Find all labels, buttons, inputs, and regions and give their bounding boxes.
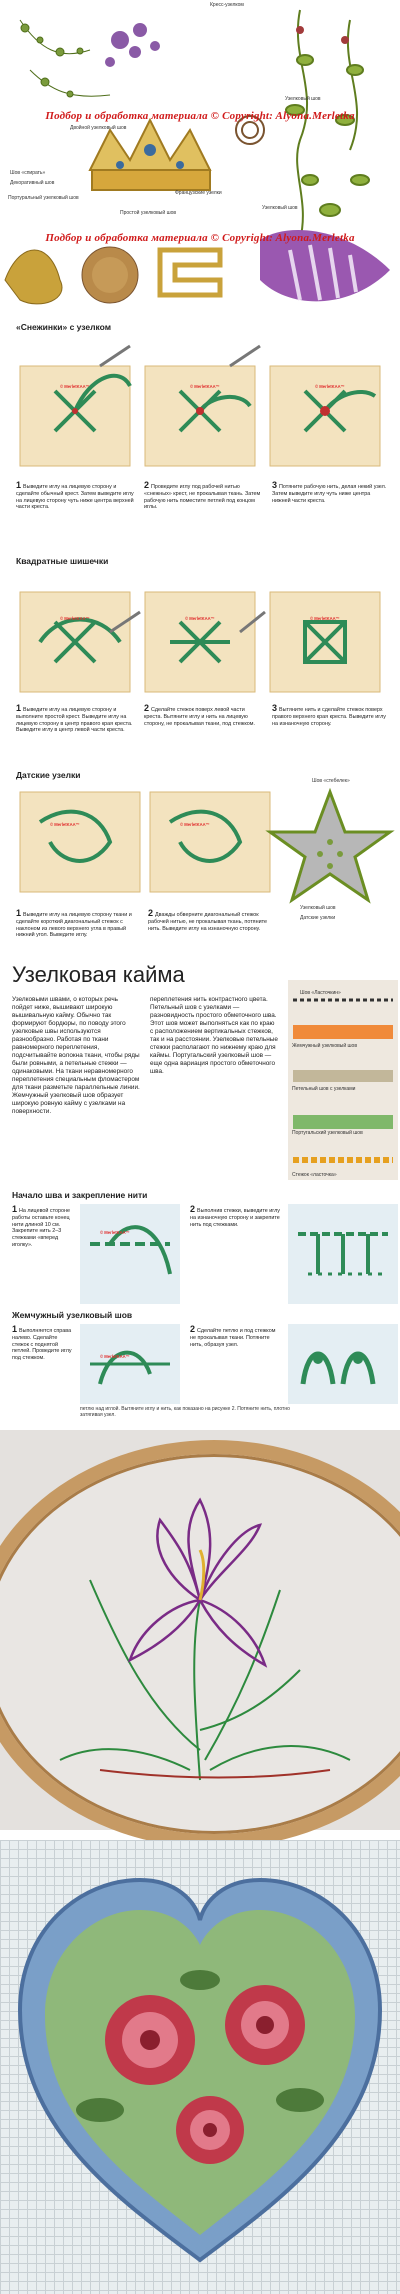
step-number: 1 [16,908,22,918]
label-portugal: Портуральный узелковый шов [8,195,79,201]
pearl-diagram-2 [288,1324,398,1404]
square-title: Квадратные шишечки [16,556,109,566]
start-copy: © MerletKAA™ [100,1230,130,1235]
danish-side-1: Шов «стебелек» [312,778,350,784]
snowflake-copy-1: © MerletKAA™ [60,384,90,389]
step-text: Дважды обверните диагональный стежок рабочей нитью, не прокалывая ткань, потяните нить. Выведите иглу на изнаночную сторону. [148,912,267,932]
label-simple-knot: Простой узелковый шов [120,210,177,216]
step-number: 2 [144,480,150,490]
square-step-2 [144,705,262,727]
start-section [0,1190,400,1310]
square-copy-1: © MerletKAA™ [60,616,90,621]
step-text: Выполняется справа налево. Сделайте стежок с поднятой петлей. Проведите иглу под стежком. [12,1328,72,1362]
step-text: Сделайте стежок поверх левой части креста. Вытяните иглу и нить на лицевую сторону, не прокалывая ткани, под стежком. [144,707,255,727]
top-collage [0,0,400,320]
square-section [0,550,400,770]
start-diagram-1 [80,1204,180,1304]
step-text: Выполнив стежки, выведите иглу на изнаночную сторону и закрепите нить под стежками. [190,1208,280,1228]
step-number: 1 [12,1204,18,1214]
snowflake-section [0,322,400,550]
iris-embroidery [0,1430,400,1830]
danish-side-3: Датские узелки [300,915,336,921]
pearl-section [0,1310,400,1420]
label-french: Французские узелки [175,190,222,196]
pearl-note: петлю над иглой. Вытяните иглу и нить, как показано на рисунке 2. Потяните нить, плотно затягивая узел. [80,1406,290,1418]
label-decorative: Декоративный шов [10,180,55,186]
snowflake-step-2 [144,482,262,511]
start-diagram-2 [288,1204,398,1304]
step-number: 2 [190,1204,196,1214]
danish-section [0,770,400,960]
label-spiral: Шов «спирать» [10,170,46,176]
border-col-1: Узелковыми швами, о которых речь пойдет ниже, вышивают широкую вышивальную кайму. Обычно так формируют бордюры, по поводу этого узелковые швы используются разнообразно. Работая по ткани равномерного переплетения, подсчитывайте волокна ткани, чтобы ряды были ровными, а петельные стежки — одинаковыми. На ткани неравномерного переплетения специальным фломастером для ткани разметьте параллельные линии. Жемчужный узелковый шов образует широкую ровную кайму с узелками на поверхности. [12,996,140,1115]
snowflake-diagram [0,336,400,476]
step-number: 3 [272,703,278,713]
start-step-1 [12,1206,72,1249]
label-knot-2: Узелковый шов [262,205,298,211]
label-knot-1: Узелковый шов [285,96,321,102]
danish-diagram [0,782,400,922]
pearl-step-1 [12,1326,72,1362]
heart-pattern [0,1840,400,2294]
danish-step-1 [16,910,142,939]
step-number: 2 [148,908,154,918]
square-step-1 [16,705,134,734]
pearl-title: Жемчужный узелковый шов [12,1310,133,1320]
step-text: Выведите иглу на лицевую сторону и сделайте обычный крест. Затем выведите иглу на лицевую сторону чуть ниже центра верхней части креста. [16,484,134,511]
label-cross-knot: Кресс-узелком [210,2,244,8]
step-number: 2 [190,1324,196,1334]
border-label-2: Жемчужный узелковый шов [292,1043,357,1049]
pearl-diagram-1 [80,1324,180,1404]
border-label-5: Стежок «ласточка» [292,1172,337,1178]
border-title: Узелковая кайма [12,962,185,987]
border-label-4: Португальский узелковый шов [292,1130,363,1136]
border-samples [288,980,398,1180]
square-copy-3: © MerletKAA™ [310,616,340,621]
border-label-1: Шов «Ласточкин» [300,990,341,996]
label-double-knot: Двойной узелковый шов [70,125,127,131]
step-text: Вытяните нить и сделайте стежок поверх правого верхнего края креста. Выведите иглу на изнаночную сторону. [272,707,386,727]
stitch-samples-illustration [0,0,400,320]
snowflake-copy-2: © MerletKAA™ [190,384,220,389]
start-step-2 [190,1206,280,1228]
border-section [0,960,400,1190]
square-diagram [0,572,400,702]
danish-side-2: Узелковый шов [300,905,336,911]
pearl-copy: © MerletKAA™ [100,1354,130,1359]
snowflake-step-1 [16,482,134,511]
step-text: Выведите иглу на лицевую сторону ткани и сделайте короткий диагональный стежок с наклоном из левого верхнего угла в правый нижний угол. Выведите иглу. [16,912,132,939]
danish-copy-1: © MerletKAA™ [50,822,80,827]
start-title: Начало шва и закрепление нити [12,1190,148,1200]
step-number: 2 [144,703,150,713]
step-text: На лицевой стороне работы оставьте конец нити длиной 10 см. Закрепите нить 2–3 стежками «вперед иголку». [12,1208,70,1248]
step-text: Проведите иглу под рабочей нитью «снежных» крест, не прокалывая ткань. Затем рабочую нить поместите петлей под концом иглы. [144,484,261,511]
border-col-2: переплетения нить контрастного цвета. Петельный шов с узелками — разновидность простого обметочного шва. Этот шов может выполняться как по краю с расположением вертикальных стежков, так и на расстоянии. Узелковые петельные стежки располагают по нижнему краю для каймы. Португальский узелковый шов — еще одна вариация простого обметочного шва. [150,996,278,1075]
heart-section [0,1840,400,2294]
step-number: 1 [12,1324,18,1334]
iris-section [0,1430,400,1830]
watermark-2: Подбор и обработка материала © Copyright: Alyona.Merletka [45,232,355,244]
step-number: 3 [272,480,278,490]
danish-step-2 [148,910,274,932]
step-number: 1 [16,480,22,490]
step-number: 1 [16,703,22,713]
snowflake-copy-3: © MerletKAA™ [315,384,345,389]
square-copy-2: © MerletKAA™ [185,616,215,621]
step-text: Сделайте петлю и под стежком не прокалывая ткани. Потяните нить, образуя узел. [190,1328,276,1348]
snowflake-step-3 [272,482,390,504]
step-text: Выведите иглу на лицевую сторону и выполните простой крест. Выведите иглу на лицевую сторону в центр правого края креста. Выведите иглу в центр левой части креста. [16,707,133,734]
danish-copy-2: © MerletKAA™ [180,822,210,827]
square-step-3 [272,705,390,727]
danish-title: Датские узелки [16,770,81,780]
snowflake-title: «Снежинки» с узелком [16,322,112,332]
step-text: Потяните рабочую нить, делая некий узел. Затем выведите иглу чуть ниже центра нижней части креста. [272,484,387,504]
pearl-step-2 [190,1326,280,1348]
border-label-3: Петельный шов с узелками [292,1086,356,1092]
watermark-1: Подбор и обработка материала © Copyright: Alyona.Merletka [45,110,355,122]
